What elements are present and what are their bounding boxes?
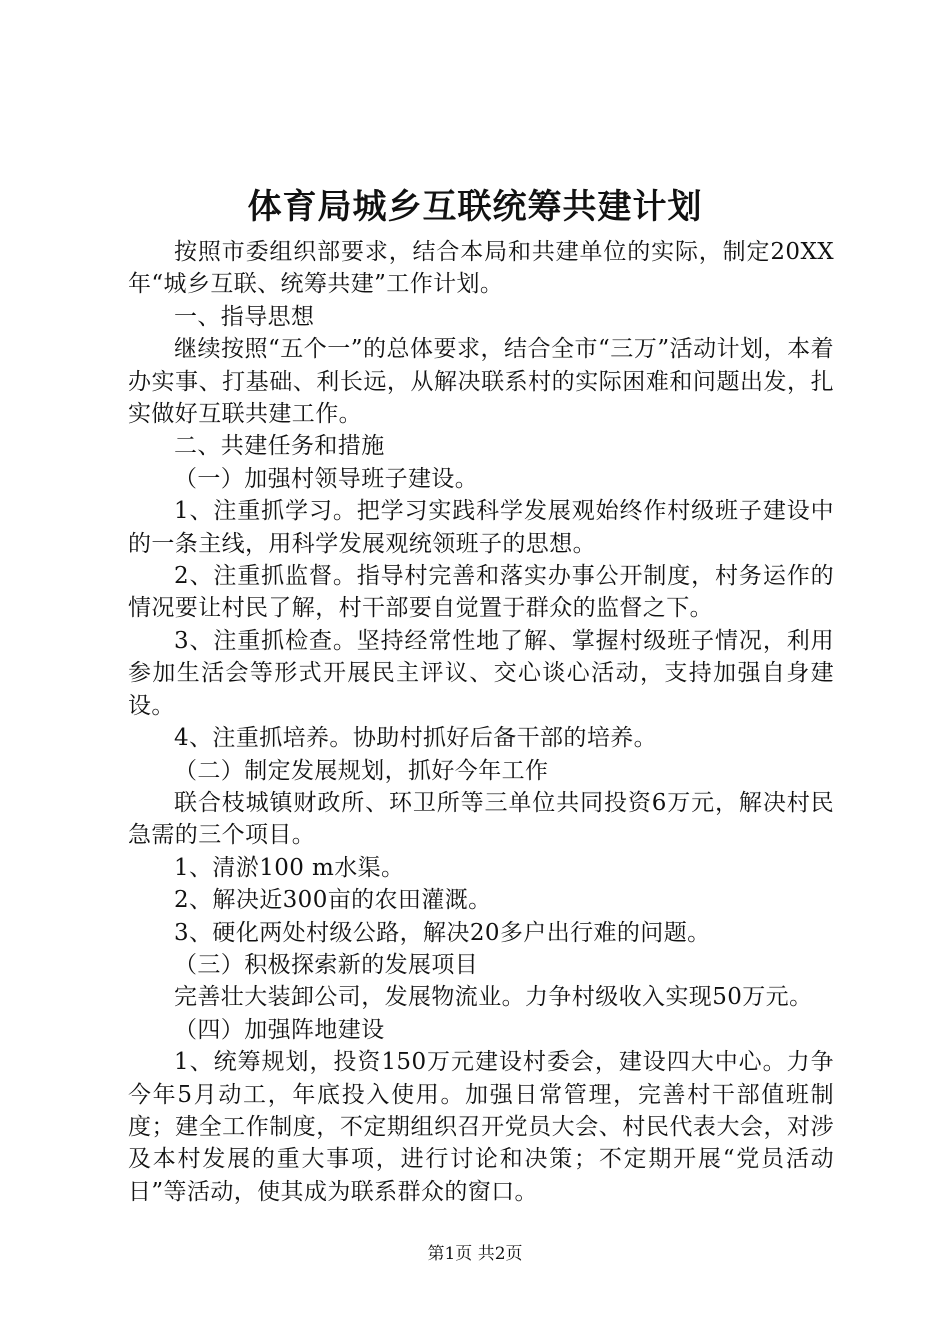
list-item-irrigation: 2、解决近300亩的农田灌溉。 — [174, 887, 492, 914]
list-item-inspection: 3、注重抓检查。坚持经常性地了解、掌握村级班子情况，利用参加生活会等形式开展民主评议、交心谈心活动，支持加强自身建设。 — [128, 627, 834, 719]
list-item-roads: 3、硬化两处村级公路，解决20多户出行难的问题。 — [174, 919, 711, 946]
section-heading-guiding-idea: 一、指导思想 — [174, 303, 315, 330]
planning-paragraph: 联合枝城镇财政所、环卫所等三单位共同投资6万元，解决村民急需的三个项目。 — [128, 789, 834, 849]
list-item-training: 4、注重抓培养。协助村抓好后备干部的培养。 — [174, 725, 658, 752]
subsection-heading-facilities: （四）加强阵地建设 — [174, 1016, 385, 1043]
section-heading-tasks: 二、共建任务和措施 — [174, 433, 385, 460]
subsection-heading-planning: （二）制定发展规划，抓好今年工作 — [174, 757, 549, 784]
list-item-study: 1、注重抓学习。把学习实践科学发展观始终作村级班子建设中的一条主线，用科学发展观统领班子的思想。 — [128, 498, 834, 557]
page-footer: 第1页 共2页 — [427, 1244, 523, 1264]
new-projects-paragraph: 完善壮大装卸公司，发展物流业。力争村级收入实现50万元。 — [174, 984, 813, 1011]
list-item-dredging: 1、清淤100 m水渠。 — [174, 854, 405, 881]
subsection-heading-leadership: （一）加强村领导班子建设。 — [174, 465, 479, 492]
list-item-overall-planning: 1、统筹规划，投资150万元建设村委会，建设四大中心。力争今年5月动工，年底投入使用。加强日常管理，完善村干部值班制度；建全工作制度，不定期组织召开党员大会、村民代表大会，对涉及本村发展的重大事项，进行讨论和决策；不定期开展“党员活动日”等活动，使其成为联系群众的窗口。 — [128, 1049, 834, 1205]
list-item-supervision: 2、注重抓监督。指导村完善和落实办事公开制度，村务运作的情况要让村民了解，村干部要自觉置于群众的监督之下。 — [128, 563, 834, 622]
intro-paragraph: 按照市委组织部要求，结合本局和共建单位的实际，制定20XX年“城乡互联、统筹共建”工作计划。 — [128, 239, 834, 298]
subsection-heading-new-projects: （三）积极探索新的发展项目 — [174, 951, 479, 978]
document-body — [128, 236, 834, 1208]
page-title: 体育局城乡互联统筹共建计划 — [247, 187, 703, 227]
guiding-idea-paragraph: 继续按照“五个一”的总体要求，结合全市“三万”活动计划，本着办实事、打基础、利长远，从解决联系村的实际困难和问题出发，扎实做好互联共建工作。 — [128, 336, 834, 428]
